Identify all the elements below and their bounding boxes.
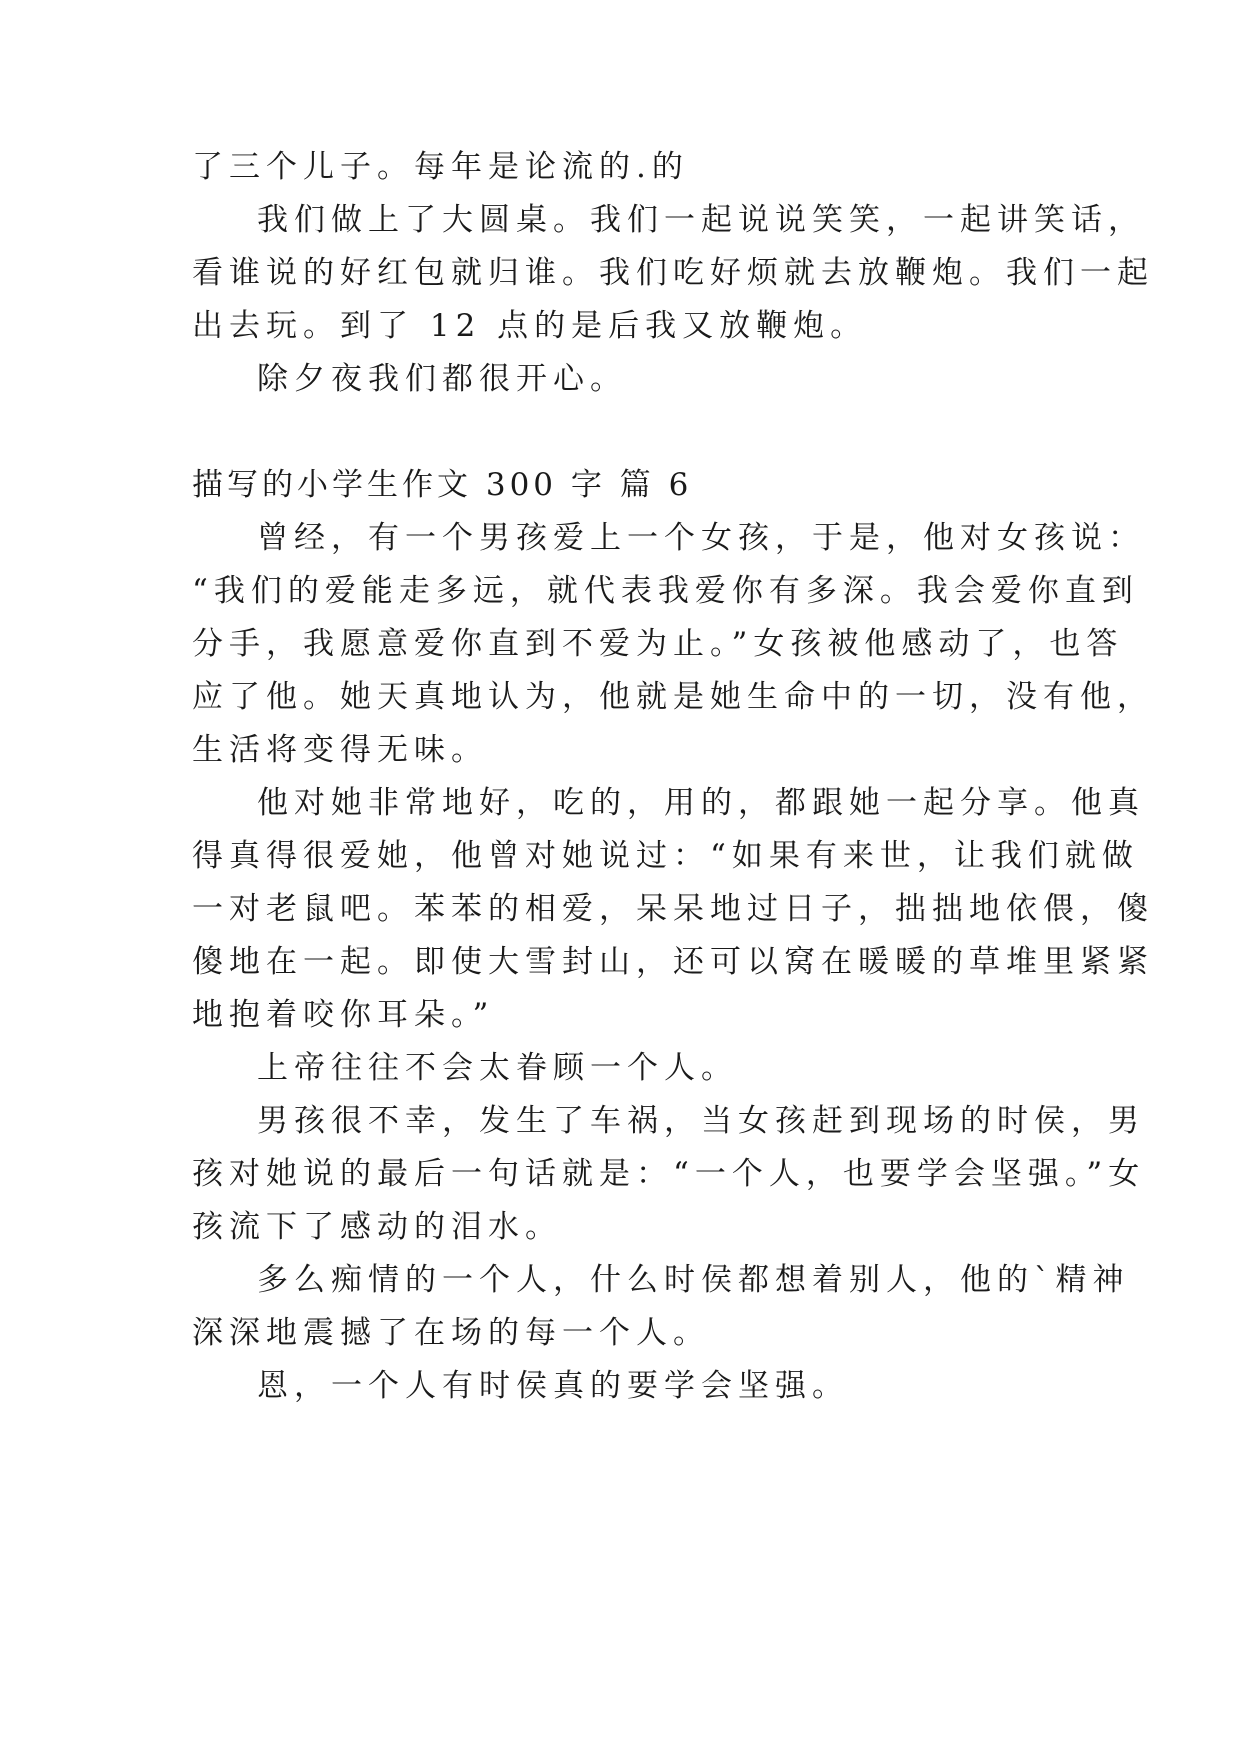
paragraph-start-line: 多么痴情的一个人，什么时侯都想着别人，他的`精神 — [257, 1262, 1130, 1298]
paragraph-start-line: 曾经，有一个男孩爱上一个女孩，于是，他对女孩说： — [257, 520, 1145, 556]
text-line: 了三个儿子。每年是论流的.的 — [192, 149, 689, 185]
text-line: 地抱着咬你耳朵。” — [192, 997, 495, 1033]
text-line: 一对老鼠吧。苯苯的相爱，呆呆地过日子，拙拙地依偎，傻 — [192, 891, 1154, 927]
paragraph-start-line: 除夕夜我们都很开心。 — [257, 361, 627, 397]
text-line: 应了他。她天真地认为，他就是她生命中的一切，没有他， — [192, 679, 1154, 715]
text-line: 出去玩。到了 12 点的是后我又放鞭炮。 — [192, 308, 868, 344]
text-line: 深深地震撼了在场的每一个人。 — [192, 1315, 710, 1351]
text-line: 孩流下了感动的泪水。 — [192, 1209, 562, 1245]
text-line: 傻地在一起。即使大雪封山，还可以窝在暖暖的草堆里紧紧 — [192, 944, 1154, 980]
paragraph-start-line: 上帝往往不会太眷顾一个人。 — [257, 1050, 738, 1086]
text-line: 得真得很爱她，他曾对她说过：“如果有来世，让我们就做 — [192, 838, 1139, 874]
paragraph-start-line: 男孩很不幸，发生了车祸，当女孩赶到现场的时侯，男 — [257, 1103, 1145, 1139]
text-line: 生活将变得无味。 — [192, 732, 488, 768]
text-line: 分手，我愿意爱你直到不爱为止。”女孩被他感动了，也答 — [192, 626, 1124, 662]
paragraph-start-line: 我们做上了大圆桌。我们一起说说笑笑，一起讲笑话， — [257, 202, 1145, 238]
text-line: 孩对她说的最后一句话就是：“一个人，也要学会坚强。”女 — [192, 1156, 1146, 1192]
text-line: “我们的爱能走多远，就代表我爱你有多深。我会爱你直到 — [192, 573, 1139, 609]
paragraph-start-line: 恩，一个人有时侯真的要学会坚强。 — [257, 1368, 849, 1404]
paragraph-start-line: 他对她非常地好，吃的，用的，都跟她一起分享。他真 — [257, 785, 1145, 821]
section-title: 描写的小学生作文 300 字 篇 6 — [192, 467, 693, 503]
text-line: 看谁说的好红包就归谁。我们吃好烦就去放鞭炮。我们一起 — [192, 255, 1154, 291]
